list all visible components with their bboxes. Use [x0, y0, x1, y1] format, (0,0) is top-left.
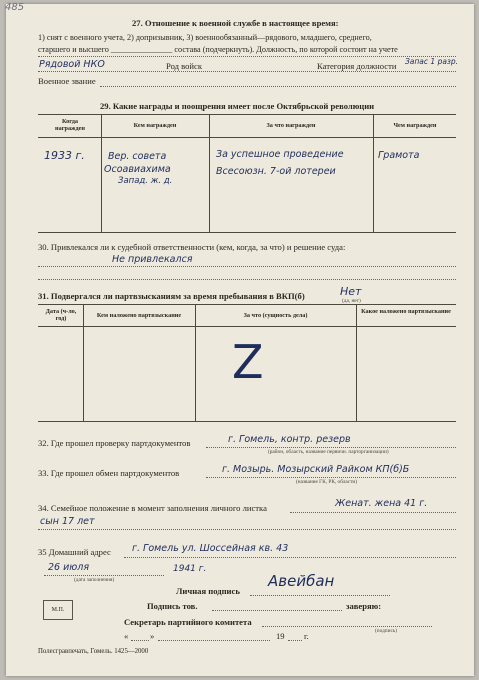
date-month-rule — [158, 640, 270, 641]
document-check-hint: (район, область, название первичн. парторганизации) — [268, 449, 389, 455]
family-status-value-2: сын 17 лет — [40, 516, 95, 527]
stamp-placeholder: М.П. — [43, 600, 73, 620]
court-liability-rule-2 — [38, 279, 456, 280]
award-for-line-1: За успешное проведение — [216, 149, 344, 160]
penalties-col-divider-2 — [195, 304, 196, 421]
secretary-hint: (подпись) — [375, 628, 397, 634]
document-check-value: г. Гомель, контр. резерв — [228, 434, 351, 445]
award-by-line-2: Осоавиахима — [104, 164, 171, 175]
document-check-rule — [206, 447, 456, 448]
home-address-rule — [124, 557, 456, 558]
military-rank-rule — [100, 86, 456, 87]
fill-date-rule — [44, 575, 164, 576]
military-rank-label: Военное звание — [38, 76, 96, 86]
award-type: Грамота — [378, 150, 420, 161]
section-31-heading: 31. Подвергался ли партвзысканиям за время пребывания в ВКП(б) — [38, 291, 305, 301]
section-32-heading: 32. Где прошел проверку партдокументов — [38, 438, 191, 448]
printer-footer: Полесгравпечать, Гомель. 1425—2000 — [38, 648, 149, 655]
document-exchange-value: г. Мозырь. Мозырский Райком КП(б)Б — [222, 464, 410, 475]
award-by-line-1: Вер. совета — [108, 151, 167, 162]
party-penalties-value: Нет — [340, 285, 362, 298]
awards-table-bottom — [38, 232, 456, 233]
section-27-line-2-rule — [38, 56, 456, 57]
section-34-heading: 34. Семейное положение в момент заполнения личного листка — [38, 503, 267, 513]
award-year: 1933 г. — [44, 149, 85, 162]
branch-label: Род войск — [166, 61, 203, 71]
date-close-quote: » — [150, 631, 155, 641]
awards-col-divider-2 — [209, 114, 210, 232]
date-open-quote: « — [124, 631, 129, 641]
penalties-col-divider-1 — [83, 304, 84, 421]
section-27-line-1: 1) снят с военного учета, 2) допризывник, 3) военнообязанный—рядового, младшего, среднего, — [38, 33, 372, 42]
court-liability-rule — [38, 266, 456, 267]
date-day-rule — [131, 640, 149, 641]
awards-col-by-whom: Кем награжден — [133, 122, 177, 129]
military-rank-value: Рядовой НКО — [39, 59, 105, 70]
personal-signature-label: Личная подпись — [176, 586, 240, 596]
personal-signature-rule — [250, 595, 390, 596]
penalties-col-penalty: Какое наложено партвзыскание — [361, 308, 451, 315]
penalties-table-top — [38, 304, 456, 305]
signed-by-rule — [212, 610, 342, 611]
date-year-prefix: 19 — [276, 631, 285, 641]
family-status-rule-2 — [38, 529, 456, 530]
personal-signature: Авейбан — [268, 572, 335, 590]
fill-date-value: 26 июля — [48, 562, 90, 573]
date-year-suffix: г. — [304, 631, 309, 641]
penalties-col-by-whom: Кем наложено партвзыскание — [96, 312, 182, 319]
fill-date-year: 1941 г. — [173, 564, 207, 574]
family-status-value-1: Женат. жена 41 г. — [335, 498, 428, 509]
secretary-label: Секретарь партийного комитета — [124, 617, 252, 627]
penalties-col-divider-3 — [356, 304, 357, 421]
awards-col-award: Чем награжден — [393, 122, 437, 129]
section-29-heading: 29. Какие награды и поощрения имеет после Октябрьской революции — [100, 101, 375, 111]
penalties-col-for-what: За что (сущность дела) — [243, 312, 308, 319]
penalties-table-bottom — [38, 421, 456, 422]
awards-col-for-what: За что награжден — [266, 122, 316, 129]
section-27-line-3-rule — [38, 71, 456, 72]
section-35-heading: 35 Домашний адрес — [38, 547, 111, 557]
penalties-table-header-bottom — [38, 326, 456, 327]
award-for-line-2: Всесоюзн. 7-ой лотереи — [216, 166, 336, 177]
awards-col-divider-1 — [101, 114, 102, 232]
document-exchange-hint: (название ГК, РК, области) — [296, 479, 358, 485]
award-by-line-3: Запад. ж. д. — [118, 176, 173, 186]
party-penalties-hint: (да, нет) — [342, 298, 361, 304]
court-liability-value: Не привлекался — [112, 254, 193, 265]
section-30-heading: 30. Привлекался ли к судебной ответственности (кем, когда, за что) и решение суда: — [38, 242, 346, 252]
position-category-label: Категория должности — [317, 61, 397, 71]
signed-by-label: Подпись тов. — [147, 601, 198, 611]
date-year-rule — [288, 640, 302, 641]
penalties-z-mark: Z — [232, 335, 264, 389]
document-exchange-rule — [206, 477, 456, 478]
family-status-rule-1 — [290, 512, 456, 513]
penalties-col-date: Дата (ч-ло, год) — [45, 308, 77, 322]
secretary-rule — [262, 626, 432, 627]
certified-label: заверяю: — [346, 601, 382, 611]
page-number: 485 — [5, 2, 25, 13]
section-33-heading: 33. Где прошел обмен партдокументов — [38, 468, 180, 478]
section-27-heading: 27. Отношение к военной службе в настоящее время: — [132, 18, 339, 28]
awards-col-when: Когда награжден — [55, 118, 85, 132]
section-27-line-2: старшего и высшего _______________ состава (подчеркнуть). Должность, по которой состоит на учете — [38, 45, 398, 54]
home-address-value: г. Гомель ул. Шоссейная кв. 43 — [132, 543, 289, 554]
position-category-value: Запас 1 разр. — [405, 57, 459, 66]
awards-col-divider-3 — [373, 114, 374, 232]
fill-date-hint: (дата заполнения) — [74, 577, 115, 583]
